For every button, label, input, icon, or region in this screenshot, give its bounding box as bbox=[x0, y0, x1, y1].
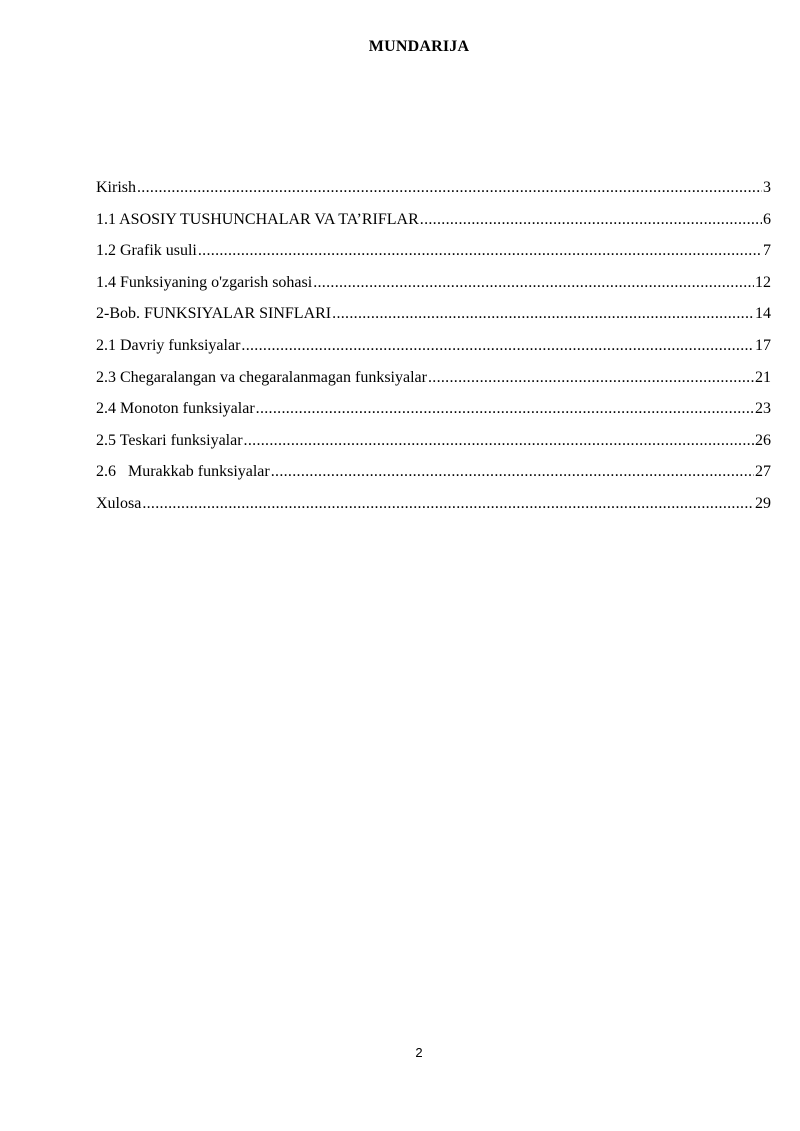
toc-dot-leader bbox=[313, 267, 754, 299]
toc-entry[interactable] bbox=[96, 298, 771, 330]
toc-entry-page: 6 bbox=[763, 210, 771, 228]
toc-entry[interactable] bbox=[96, 362, 771, 394]
toc-entry-label: 2.6 Murakkab funksiyalar bbox=[96, 463, 270, 481]
toc-entry[interactable] bbox=[96, 488, 771, 520]
toc-dot-leader bbox=[332, 298, 754, 330]
toc-entry-page: 21 bbox=[755, 368, 771, 386]
toc-entry-label: 2.1 Davriy funksiyalar bbox=[96, 336, 241, 354]
toc-entry[interactable] bbox=[96, 172, 771, 204]
toc-entry-label: 1.4 Funksiyaning o'zgarish sohasi bbox=[96, 273, 313, 291]
toc-entry-label: 2-Bob. FUNKSIYALAR SINFLARI bbox=[96, 305, 332, 323]
toc-entry[interactable] bbox=[96, 425, 771, 457]
toc-entry-page: 29 bbox=[755, 494, 771, 512]
toc-entry-page: 14 bbox=[755, 305, 771, 323]
toc-entry-label: Kirish bbox=[96, 179, 136, 196]
toc-entry-page: 23 bbox=[755, 400, 771, 418]
toc-dot-leader bbox=[271, 456, 754, 488]
toc-dot-leader bbox=[420, 204, 762, 236]
toc-entry-page: 27 bbox=[755, 463, 771, 481]
table-of-contents bbox=[96, 172, 771, 520]
toc-entry-page: 7 bbox=[763, 242, 771, 260]
toc-entry[interactable] bbox=[96, 330, 771, 362]
toc-entry-label: Xulosa bbox=[96, 494, 142, 512]
toc-entry[interactable] bbox=[96, 235, 771, 267]
toc-dot-leader bbox=[198, 235, 762, 267]
toc-entry[interactable] bbox=[96, 204, 771, 236]
toc-dot-leader bbox=[142, 488, 754, 520]
toc-entry-label: 2.4 Monoton funksiyalar bbox=[96, 400, 255, 418]
toc-entry-page: 17 bbox=[755, 336, 771, 354]
toc-dot-leader bbox=[241, 330, 754, 362]
toc-entry[interactable] bbox=[96, 456, 771, 488]
toc-dot-leader bbox=[428, 362, 754, 394]
toc-entry-label: 1.2 Grafik usuli bbox=[96, 242, 197, 260]
toc-entry-page: 26 bbox=[755, 431, 771, 449]
toc-dot-leader bbox=[256, 393, 754, 425]
toc-entry-page: 3 bbox=[763, 179, 771, 196]
toc-entry[interactable] bbox=[96, 267, 771, 299]
toc-entry-label: 1.1 ASOSIY TUSHUNCHALAR VA TA’RIFLAR bbox=[96, 210, 419, 228]
toc-dot-leader bbox=[244, 425, 754, 457]
toc-entry-page: 12 bbox=[755, 273, 771, 291]
page-title: MUNDARIJA bbox=[368, 38, 470, 55]
toc-entry-label: 2.5 Teskari funksiyalar bbox=[96, 431, 243, 449]
toc-entry-label: 2.3 Chegaralangan va chegaralanmagan funksiyalar bbox=[96, 368, 427, 386]
toc-dot-leader bbox=[137, 172, 762, 204]
toc-entry[interactable] bbox=[96, 393, 771, 425]
page-number: 2 bbox=[415, 1045, 423, 1060]
